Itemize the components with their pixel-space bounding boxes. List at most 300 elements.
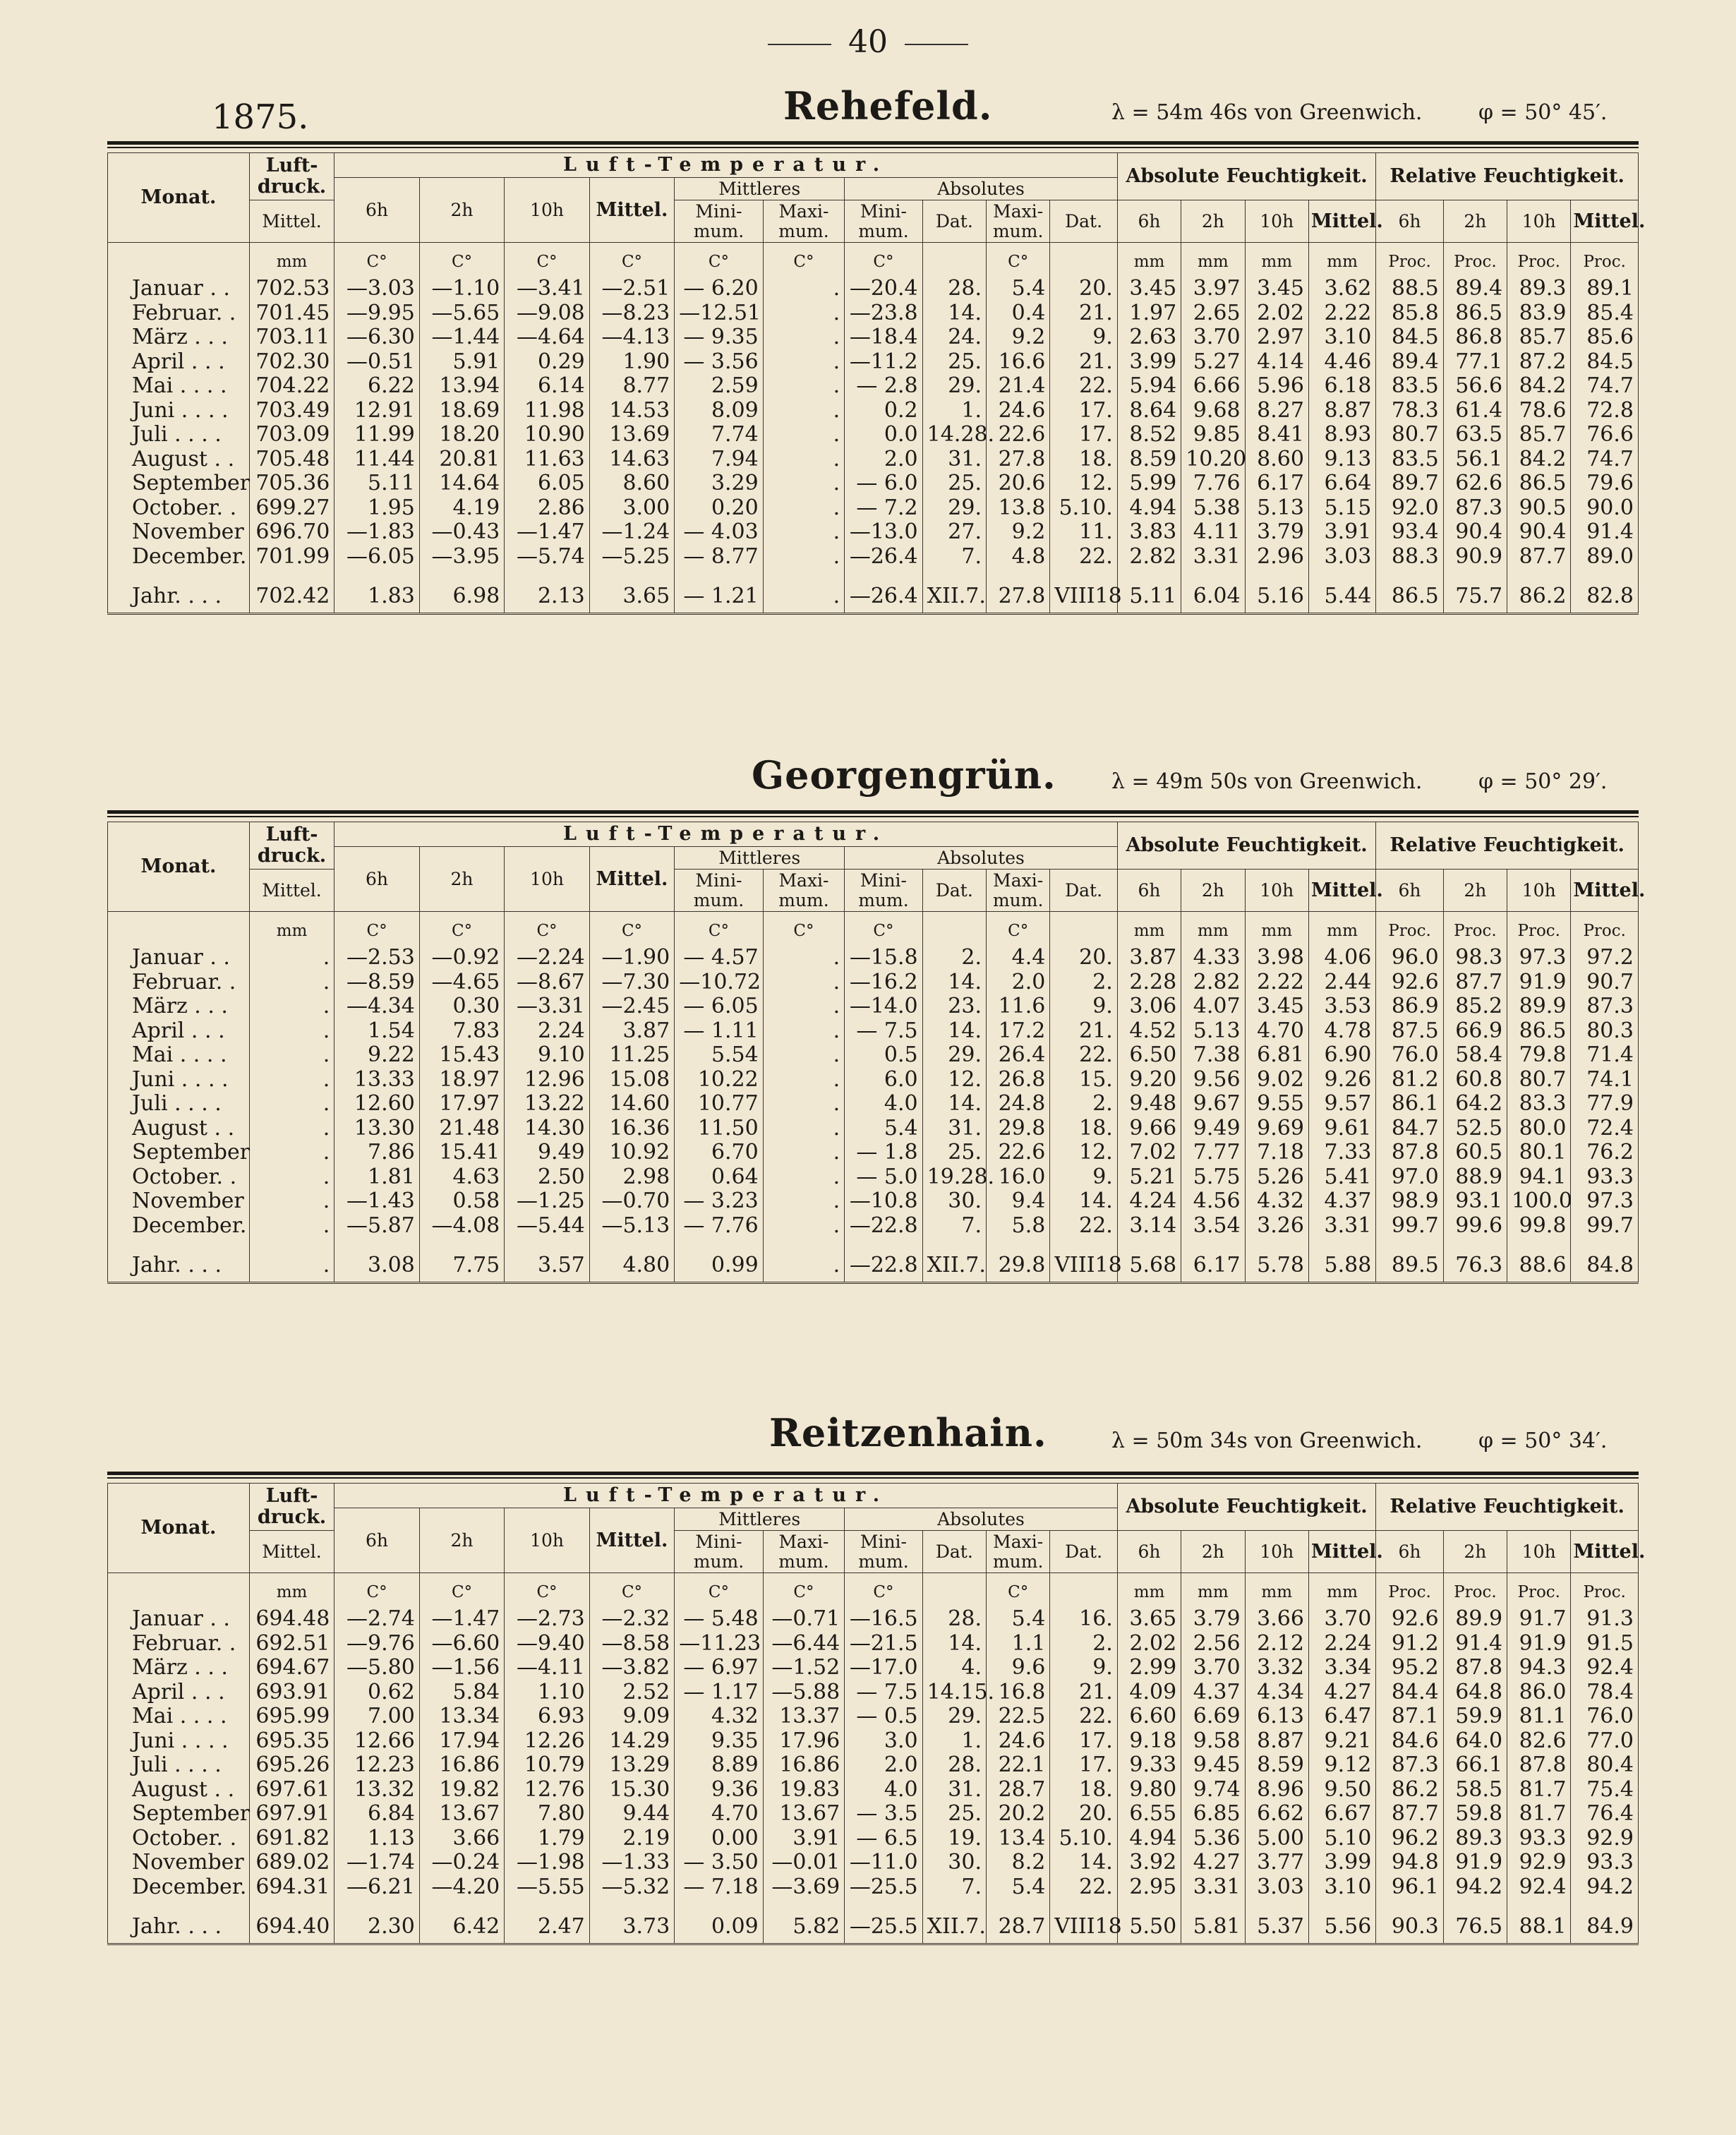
value-cell: 9.4 xyxy=(987,1189,1050,1214)
station-title: Reitzenhain. xyxy=(769,1410,1047,1455)
value-cell: 89.1 xyxy=(1571,277,1639,301)
value-cell: . xyxy=(249,1117,334,1141)
latitude: φ = 50° 34′. xyxy=(1478,1429,1608,1453)
value-cell: 19. xyxy=(922,1827,986,1851)
value-cell: 5.54 xyxy=(675,1043,764,1068)
value-cell: 705.36 xyxy=(249,471,334,496)
station-title: Georgengrün. xyxy=(752,752,1056,798)
value-cell: —10.8 xyxy=(845,1189,922,1214)
value-cell: . xyxy=(763,399,844,423)
value-cell: C° xyxy=(334,243,419,277)
value-cell: —1.24 xyxy=(589,520,674,545)
value-cell: 3.91 xyxy=(763,1827,844,1851)
value-cell: 9.69 xyxy=(1245,1117,1308,1141)
header-luftdruck-mittel: Mittel. xyxy=(249,870,334,912)
value-cell: 3.0 xyxy=(845,1729,922,1754)
value-cell: 15.08 xyxy=(589,1068,674,1093)
value-cell: 5.4 xyxy=(987,1875,1050,1900)
table-row xyxy=(108,1189,1639,1214)
station-table-block xyxy=(107,1472,1646,1945)
value-cell: 56.6 xyxy=(1443,374,1507,399)
table-row xyxy=(108,399,1639,423)
value-cell: 27.8 xyxy=(987,447,1050,472)
month-cell: November xyxy=(108,1851,250,1875)
value-cell: 7.38 xyxy=(1181,1043,1245,1068)
value-cell: VIII18 xyxy=(1050,569,1117,614)
value-cell: 2.52 xyxy=(589,1680,674,1705)
header-absolutes-maximum: Maxi-mum. xyxy=(987,870,1050,912)
value-cell: 21.4 xyxy=(987,374,1050,399)
value-cell: 0.29 xyxy=(505,350,589,375)
value-cell: 12. xyxy=(922,1068,986,1093)
value-cell: 3.10 xyxy=(1308,1875,1375,1900)
value-cell: 10.77 xyxy=(675,1092,764,1117)
value-cell: 66.9 xyxy=(1443,1019,1507,1044)
value-cell: 4.24 xyxy=(1117,1189,1181,1214)
value-cell: —4.34 xyxy=(334,994,419,1019)
value-cell: 64.8 xyxy=(1443,1680,1507,1705)
value-cell: 18.69 xyxy=(419,399,504,423)
value-cell: 76.0 xyxy=(1376,1043,1443,1068)
value-cell: 28. xyxy=(922,1753,986,1778)
value-cell: 2.0 xyxy=(845,447,922,472)
value-cell: 8.77 xyxy=(589,374,674,399)
value-cell: 3.83 xyxy=(1117,520,1181,545)
value-cell: 9.56 xyxy=(1181,1068,1245,1093)
value-cell: — 5.48 xyxy=(675,1607,764,1632)
value-cell: 2.24 xyxy=(505,1019,589,1044)
value-cell: 4.8 xyxy=(987,545,1050,570)
value-cell: C° xyxy=(987,243,1050,277)
value-cell: —4.64 xyxy=(505,325,589,350)
value-cell: 29.8 xyxy=(987,1117,1050,1141)
header-mittel: Mittel. xyxy=(589,1508,674,1573)
header-luft-temperatur: Luft-Temperatur. xyxy=(334,822,1118,847)
value-cell: 60.8 xyxy=(1443,1068,1507,1093)
header-abs-2h: 2h xyxy=(1181,870,1245,912)
value-cell: 11.25 xyxy=(589,1043,674,1068)
value-cell: 8.64 xyxy=(1117,399,1181,423)
value-cell: 4.32 xyxy=(675,1704,764,1729)
value-cell: 0.0 xyxy=(845,423,922,447)
value-cell: 2. xyxy=(1050,1632,1117,1656)
value-cell: 703.49 xyxy=(249,399,334,423)
value-cell: 9.22 xyxy=(334,1043,419,1068)
header-rel-10h: 10h xyxy=(1507,200,1571,243)
header-mittel: Mittel. xyxy=(589,846,674,912)
value-cell: 88.9 xyxy=(1443,1165,1507,1190)
value-cell: 3.77 xyxy=(1245,1851,1308,1875)
value-cell: 1.13 xyxy=(334,1827,419,1851)
value-cell: 14.30 xyxy=(505,1117,589,1141)
value-cell: —1.43 xyxy=(334,1189,419,1214)
value-cell: 5.16 xyxy=(1245,569,1308,614)
value-cell: 6.18 xyxy=(1308,374,1375,399)
value-cell: — 4.57 xyxy=(675,946,764,970)
value-cell: 9.49 xyxy=(1181,1117,1245,1141)
table-row xyxy=(108,545,1639,570)
value-cell: —1.47 xyxy=(419,1607,504,1632)
value-cell: Proc. xyxy=(1571,243,1639,277)
value-cell: 97.3 xyxy=(1507,946,1571,970)
value-cell xyxy=(1050,1573,1117,1608)
value-cell: —1.52 xyxy=(763,1656,844,1680)
value-cell: C° xyxy=(419,243,504,277)
value-cell: 4.37 xyxy=(1308,1189,1375,1214)
month-cell: April . . . xyxy=(108,350,250,375)
value-cell: 17. xyxy=(1050,399,1117,423)
value-cell: 0.2 xyxy=(845,399,922,423)
value-cell: 3.03 xyxy=(1245,1875,1308,1900)
station-coordinates xyxy=(1111,1429,1608,1453)
rule xyxy=(107,1477,1639,1479)
value-cell: 17. xyxy=(1050,1729,1117,1754)
value-cell: —5.25 xyxy=(589,545,674,570)
weather-table xyxy=(107,1483,1646,1945)
value-cell: —6.44 xyxy=(763,1632,844,1656)
value-cell: 20. xyxy=(1050,946,1117,970)
value-cell: 16.36 xyxy=(589,1117,674,1141)
value-cell: —3.69 xyxy=(763,1875,844,1900)
value-cell: —4.65 xyxy=(419,970,504,995)
value-cell: . xyxy=(763,471,844,496)
value-cell: . xyxy=(763,325,844,350)
longitude: λ = 54m 46s von Greenwich. xyxy=(1111,100,1423,125)
value-cell: 7.94 xyxy=(675,447,764,472)
value-cell: 5.11 xyxy=(334,471,419,496)
value-cell: — 6.5 xyxy=(845,1827,922,1851)
value-cell: —6.21 xyxy=(334,1875,419,1900)
value-cell: 13.37 xyxy=(763,1704,844,1729)
month-cell: August . . xyxy=(108,1778,250,1803)
value-cell: —1.44 xyxy=(419,325,504,350)
value-cell: —1.98 xyxy=(505,1851,589,1875)
value-cell: 4.56 xyxy=(1181,1189,1245,1214)
value-cell: 7.00 xyxy=(334,1704,419,1729)
value-cell: 1.83 xyxy=(334,569,419,614)
value-cell: —4.11 xyxy=(505,1656,589,1680)
month-cell: December. xyxy=(108,1214,250,1239)
value-cell: 20.6 xyxy=(987,471,1050,496)
value-cell: 17. xyxy=(1050,1753,1117,1778)
value-cell: 14. xyxy=(1050,1851,1117,1875)
weather-table xyxy=(107,822,1646,1284)
value-cell: 4.27 xyxy=(1181,1851,1245,1875)
value-cell: 9.33 xyxy=(1117,1753,1181,1778)
value-cell: 4.37 xyxy=(1181,1680,1245,1705)
value-cell: 16.86 xyxy=(763,1753,844,1778)
value-cell: 78.3 xyxy=(1376,399,1443,423)
value-cell: —9.08 xyxy=(505,301,589,326)
value-cell: 84.8 xyxy=(1571,1238,1639,1283)
value-cell: 99.8 xyxy=(1507,1214,1571,1239)
value-cell: 691.82 xyxy=(249,1827,334,1851)
value-cell: — 4.03 xyxy=(675,520,764,545)
value-cell: mm xyxy=(1308,912,1375,946)
value-cell: 18.97 xyxy=(419,1068,504,1093)
value-cell: —2.53 xyxy=(334,946,419,970)
value-cell: 6.04 xyxy=(1181,569,1245,614)
value-cell: mm xyxy=(1245,912,1308,946)
value-cell: 62.6 xyxy=(1443,471,1507,496)
header-abs-mittel: Mittel. xyxy=(1308,200,1375,243)
value-cell: . xyxy=(249,1238,334,1283)
value-cell: 63.5 xyxy=(1443,423,1507,447)
header-absolutes: Absolutes xyxy=(845,846,1118,870)
month-cell: September xyxy=(108,1802,250,1827)
value-cell: 5.15 xyxy=(1308,496,1375,521)
value-cell: —1.56 xyxy=(419,1656,504,1680)
month-cell: Februar. . xyxy=(108,301,250,326)
value-cell: 2.63 xyxy=(1117,325,1181,350)
header-rel-mittel: Mittel. xyxy=(1571,1531,1639,1573)
value-cell: 13.34 xyxy=(419,1704,504,1729)
value-cell: 6.13 xyxy=(1245,1704,1308,1729)
value-cell: 9. xyxy=(1050,1656,1117,1680)
value-cell: —5.87 xyxy=(334,1214,419,1239)
value-cell: —8.58 xyxy=(589,1632,674,1656)
value-cell: 89.9 xyxy=(1443,1607,1507,1632)
value-cell: 22. xyxy=(1050,545,1117,570)
value-cell: 6.47 xyxy=(1308,1704,1375,1729)
value-cell: 30. xyxy=(922,1189,986,1214)
value-cell: 0.99 xyxy=(675,1238,764,1283)
table-row xyxy=(108,1632,1639,1656)
value-cell: 693.91 xyxy=(249,1680,334,1705)
year-total-row xyxy=(108,1238,1639,1283)
value-cell: mm xyxy=(1117,243,1181,277)
value-cell: 16.8 xyxy=(987,1680,1050,1705)
value-cell: 8.89 xyxy=(675,1753,764,1778)
value-cell: 8.87 xyxy=(1308,399,1375,423)
value-cell: 22.5 xyxy=(987,1704,1050,1729)
header-rel-2h: 2h xyxy=(1443,200,1507,243)
value-cell: 4.0 xyxy=(845,1092,922,1117)
value-cell: 702.42 xyxy=(249,569,334,614)
value-cell: 4.33 xyxy=(1181,946,1245,970)
value-cell: 10.92 xyxy=(589,1141,674,1165)
units-row xyxy=(108,1573,1639,1608)
month-cell: October. . xyxy=(108,1827,250,1851)
value-cell: 14.29 xyxy=(589,1729,674,1754)
header-absolutes-min-dat: Dat. xyxy=(922,200,986,243)
value-cell: 9.74 xyxy=(1181,1778,1245,1803)
value-cell: C° xyxy=(589,912,674,946)
value-cell: 84.4 xyxy=(1376,1680,1443,1705)
value-cell: 91.2 xyxy=(1376,1632,1443,1656)
value-cell: 27.8 xyxy=(987,569,1050,614)
table-row xyxy=(108,1141,1639,1165)
header-rel-2h: 2h xyxy=(1443,870,1507,912)
value-cell: 87.7 xyxy=(1507,545,1571,570)
units-row xyxy=(108,243,1639,277)
value-cell: 9.2 xyxy=(987,520,1050,545)
value-cell: mm xyxy=(1245,1573,1308,1608)
value-cell: 3.98 xyxy=(1245,946,1308,970)
value-cell: 22. xyxy=(1050,1704,1117,1729)
value-cell: 3.29 xyxy=(675,471,764,496)
value-cell: . xyxy=(763,350,844,375)
value-cell: Proc. xyxy=(1443,1573,1507,1608)
month-cell: Mai . . . . xyxy=(108,1043,250,1068)
value-cell: 99.7 xyxy=(1571,1214,1639,1239)
rule xyxy=(107,141,1639,145)
value-cell: . xyxy=(763,1117,844,1141)
value-cell: . xyxy=(763,946,844,970)
value-cell: 9.44 xyxy=(589,1802,674,1827)
header-monat: Monat. xyxy=(108,1484,250,1573)
value-cell: 13.4 xyxy=(987,1827,1050,1851)
header-absolute-feuchtigkeit: Absolute Feuchtigkeit. xyxy=(1117,1484,1376,1531)
value-cell: —6.60 xyxy=(419,1632,504,1656)
value-cell: 13.94 xyxy=(419,374,504,399)
value-cell: 3.91 xyxy=(1308,520,1375,545)
header-relative-feuchtigkeit: Relative Feuchtigkeit. xyxy=(1376,153,1639,200)
header-mittleres-maximum: Maxi-mum. xyxy=(763,870,844,912)
value-cell: —4.13 xyxy=(589,325,674,350)
rule xyxy=(107,810,1639,814)
value-cell: 31. xyxy=(922,1117,986,1141)
value-cell: 72.4 xyxy=(1571,1117,1639,1141)
value-cell: 12.96 xyxy=(505,1068,589,1093)
value-cell: 5.88 xyxy=(1308,1238,1375,1283)
value-cell: 9.09 xyxy=(589,1704,674,1729)
value-cell: 79.6 xyxy=(1571,471,1639,496)
value-cell: 87.7 xyxy=(1376,1802,1443,1827)
value-cell: 89.3 xyxy=(1443,1827,1507,1851)
value-cell: 9.10 xyxy=(505,1043,589,1068)
value-cell: C° xyxy=(845,1573,922,1608)
value-cell: Proc. xyxy=(1507,1573,1571,1608)
value-cell: 21.48 xyxy=(419,1117,504,1141)
value-cell: 12. xyxy=(1050,1141,1117,1165)
value-cell: 695.35 xyxy=(249,1729,334,1754)
value-cell: 74.1 xyxy=(1571,1068,1639,1093)
value-cell: . xyxy=(249,1068,334,1093)
value-cell: 29. xyxy=(922,374,986,399)
value-cell: —0.92 xyxy=(419,946,504,970)
value-cell: 3.66 xyxy=(419,1827,504,1851)
value-cell: 697.61 xyxy=(249,1778,334,1803)
value-cell: 5.21 xyxy=(1117,1165,1181,1190)
value-cell: 3.70 xyxy=(1181,1656,1245,1680)
value-cell: 92.6 xyxy=(1376,1607,1443,1632)
header-abs-6h: 6h xyxy=(1117,1531,1181,1573)
value-cell: mm xyxy=(249,1573,334,1608)
table-row xyxy=(108,994,1639,1019)
value-cell: 21. xyxy=(1050,1680,1117,1705)
value-cell: 3.31 xyxy=(1181,1875,1245,1900)
value-cell: 8.96 xyxy=(1245,1778,1308,1803)
value-cell: 83.5 xyxy=(1376,374,1443,399)
value-cell: —5.80 xyxy=(334,1656,419,1680)
month-cell: Juli . . . . xyxy=(108,423,250,447)
weather-table xyxy=(107,152,1646,615)
value-cell: C° xyxy=(763,1573,844,1608)
value-cell: 92.4 xyxy=(1507,1875,1571,1900)
value-cell: —8.67 xyxy=(505,970,589,995)
value-cell: 72.8 xyxy=(1571,399,1639,423)
value-cell: —22.8 xyxy=(845,1214,922,1239)
value-cell: 94.2 xyxy=(1571,1875,1639,1900)
value-cell: 76.0 xyxy=(1571,1704,1639,1729)
value-cell: —1.90 xyxy=(589,946,674,970)
header-mittleres-maximum: Maxi-mum. xyxy=(763,1531,844,1573)
value-cell: 97.2 xyxy=(1571,946,1639,970)
value-cell: 15.43 xyxy=(419,1043,504,1068)
value-cell: 86.8 xyxy=(1443,325,1507,350)
value-cell: 17.2 xyxy=(987,1019,1050,1044)
value-cell: 2.24 xyxy=(1308,1632,1375,1656)
value-cell: 75.7 xyxy=(1443,569,1507,614)
value-cell: Proc. xyxy=(1443,912,1507,946)
value-cell: 5.68 xyxy=(1117,1238,1181,1283)
value-cell: C° xyxy=(763,912,844,946)
value-cell: 16.6 xyxy=(987,350,1050,375)
value-cell: 2.28 xyxy=(1117,970,1181,995)
value-cell: 9.66 xyxy=(1117,1117,1181,1141)
table-row xyxy=(108,1875,1639,1900)
value-cell: 25. xyxy=(922,471,986,496)
value-cell: 28.7 xyxy=(987,1778,1050,1803)
value-cell: 7. xyxy=(922,1875,986,1900)
value-cell: —0.51 xyxy=(334,350,419,375)
value-cell: — 6.20 xyxy=(675,277,764,301)
value-cell: 6.42 xyxy=(419,1899,504,1944)
value-cell: 9.12 xyxy=(1308,1753,1375,1778)
value-cell: 18.20 xyxy=(419,423,504,447)
value-cell: . xyxy=(763,423,844,447)
value-cell: . xyxy=(763,1189,844,1214)
value-cell: 699.27 xyxy=(249,496,334,521)
value-cell: 3.10 xyxy=(1308,325,1375,350)
value-cell: C° xyxy=(589,1573,674,1608)
value-cell: . xyxy=(763,1165,844,1190)
header-10h: 10h xyxy=(505,177,589,243)
header-absolutes-min-dat: Dat. xyxy=(922,1531,986,1573)
value-cell: 87.3 xyxy=(1571,994,1639,1019)
value-cell: 87.8 xyxy=(1443,1656,1507,1680)
value-cell: 78.6 xyxy=(1507,399,1571,423)
value-cell: 8.59 xyxy=(1117,447,1181,472)
table-row xyxy=(108,520,1639,545)
value-cell: 12.26 xyxy=(505,1729,589,1754)
value-cell: 86.9 xyxy=(1376,994,1443,1019)
value-cell: —16.2 xyxy=(845,970,922,995)
value-cell: 2.50 xyxy=(505,1165,589,1190)
value-cell: . xyxy=(249,1214,334,1239)
value-cell: 5.94 xyxy=(1117,374,1181,399)
value-cell: 2.30 xyxy=(334,1899,419,1944)
table-row xyxy=(108,1729,1639,1754)
value-cell: 3.87 xyxy=(589,1019,674,1044)
value-cell: 4.78 xyxy=(1308,1019,1375,1044)
header-mittleres-maximum: Maxi-mum. xyxy=(763,200,844,243)
value-cell: 89.4 xyxy=(1443,277,1507,301)
value-cell: 14. xyxy=(922,1092,986,1117)
value-cell: C° xyxy=(675,243,764,277)
header-6h: 6h xyxy=(334,1508,419,1573)
value-cell: 87.8 xyxy=(1507,1753,1571,1778)
value-cell: 701.99 xyxy=(249,545,334,570)
value-cell: 80.4 xyxy=(1571,1753,1639,1778)
value-cell: 6.81 xyxy=(1245,1043,1308,1068)
value-cell: 87.7 xyxy=(1443,970,1507,995)
value-cell: —14.0 xyxy=(845,994,922,1019)
station-coordinates xyxy=(1111,769,1608,794)
value-cell: 9.02 xyxy=(1245,1068,1308,1093)
value-cell: 97.3 xyxy=(1571,1189,1639,1214)
